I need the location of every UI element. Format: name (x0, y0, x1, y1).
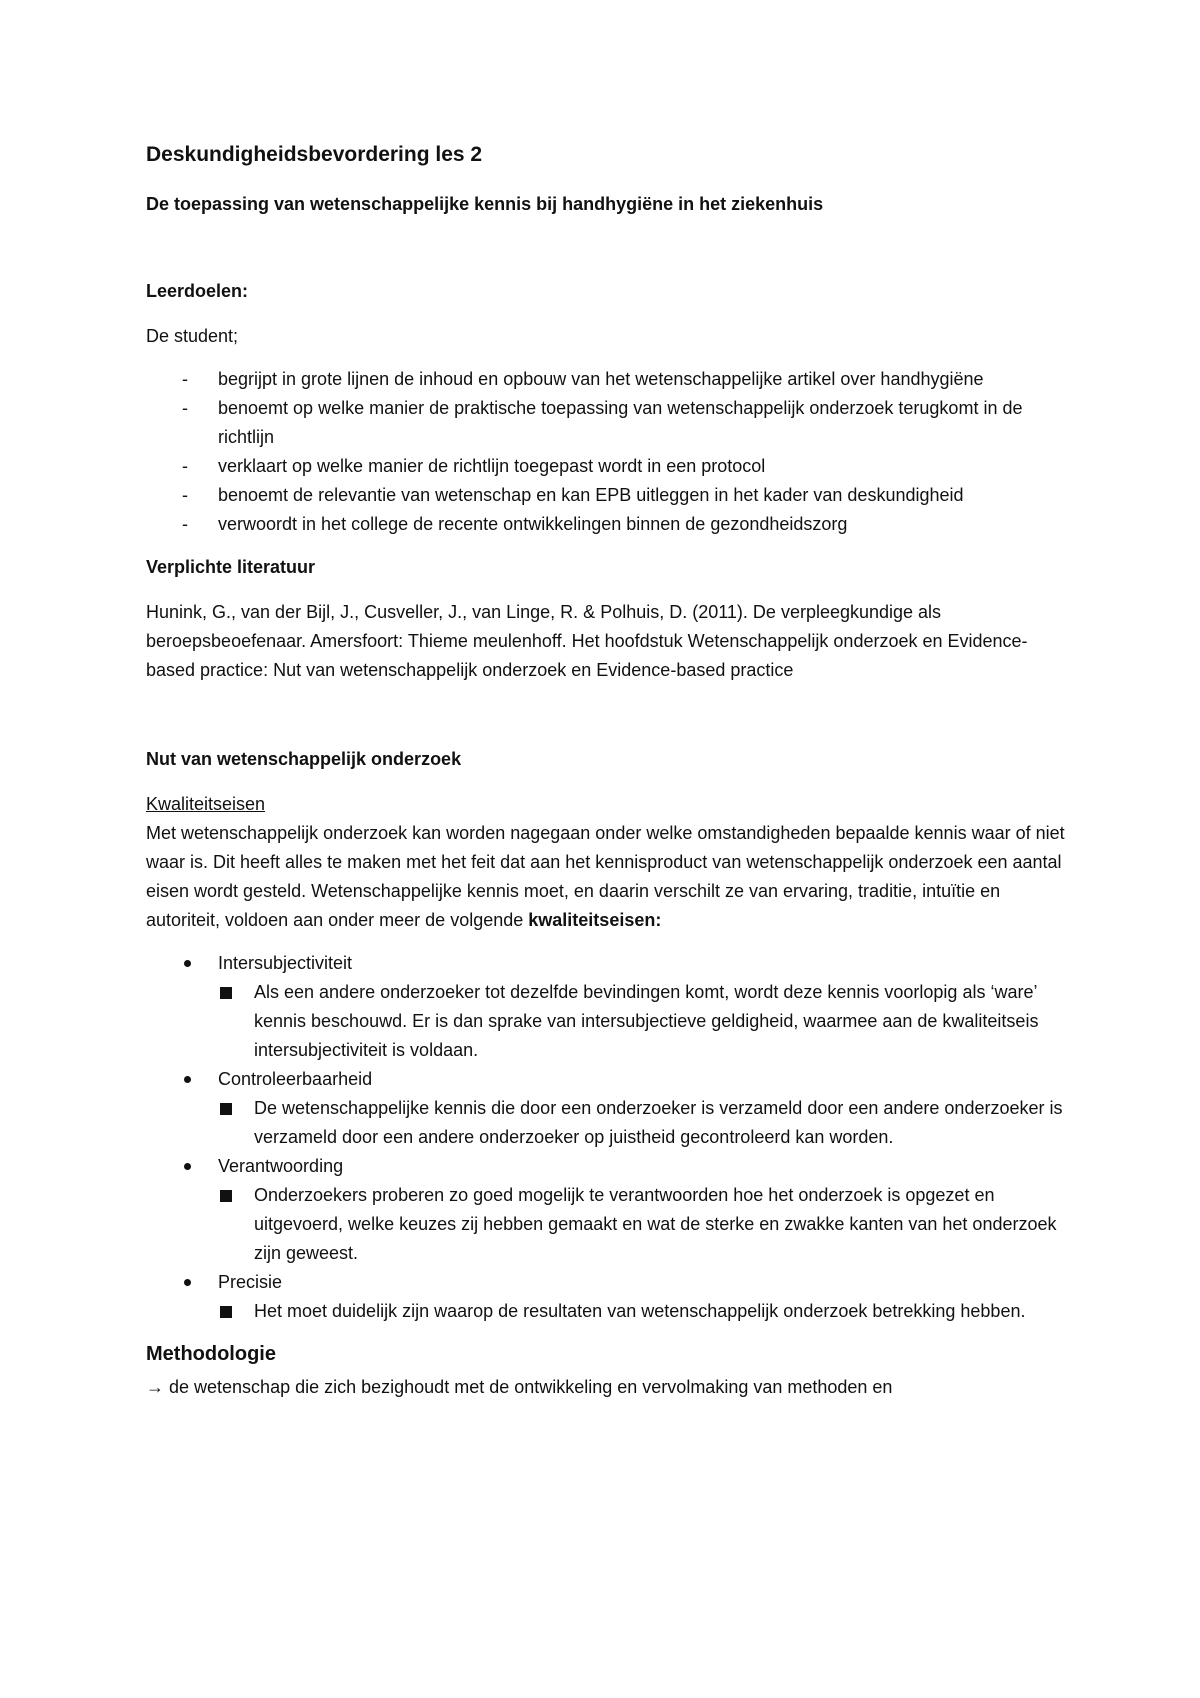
bullet-dot-icon (184, 1163, 191, 1170)
document-page (146, 140, 1066, 1416)
criterion-item (146, 949, 1066, 1065)
quality-requirements-subheading: Kwaliteitseisen (146, 794, 266, 814)
criterion-item (146, 1268, 1066, 1326)
square-bullet-icon (220, 1306, 232, 1318)
research-paragraph: Met wetenschappelijk onderzoek kan worden nagegaan onder welke omstandigheden bepaalde kennis waar of niet waar is. Dit heeft alles te maken met het feit dat aan het kennisproduct van wetenschappelijk onderzoek een aantal eisen wordt gesteld. Wetenschappelijke kennis moet, en daarin verschilt ze van ervaring, traditie, intuïtie en autoriteit, voldoen aan onder meer de volgende kwaliteitseisen: (146, 823, 1065, 930)
criterion-item (146, 1152, 1066, 1268)
arrow-right-icon: → (146, 1377, 164, 1397)
literature-reference: Hunink, G., van der Bijl, J., Cusveller, J., van Linge, R. & Polhuis, D. (2011). De verpleegkundige als beroepsbeoefenaar. Amersfoort: Thieme meulenhoff. Het hoofdstuk Wetenschappelijk onderzoek en Evidence-based practice: Nut van wetenschappelijk onderzoek en Evidence-based practice (146, 602, 1028, 680)
list-item: - begrijpt in grote lijnen de inhoud en opbouw van het wetenschappelijke artikel over handhygiëne (146, 365, 1066, 394)
list-item: - verklaart op welke manier de richtlijn toegepast wordt in een protocol (146, 452, 1066, 481)
document-title: Deskundigheidsbevordering les 2 (146, 143, 483, 166)
bullet-dot-icon (184, 960, 191, 967)
criterion-name: Controleerbaarheid (218, 1069, 373, 1089)
criterion-detail: Als een andere onderzoeker tot dezelfde bevindingen komt, wordt deze kennis voorlopig als ‘ware’ kennis beschouwd. Er is dan sprake van intersubjectieve geldigheid, waarmee aan de kwaliteitseis intersubjectiviteit is voldaan. (218, 978, 1066, 1065)
bullet-dot-icon (184, 1279, 191, 1286)
criterion-name: Intersubjectiviteit (218, 953, 353, 973)
document-subtitle: De toepassing van wetenschappelijke kennis bij handhygiëne in het ziekenhuis (146, 194, 824, 214)
list-item: - verwoordt in het college de recente ontwikkelingen binnen de gezondheidszorg (146, 510, 1066, 539)
criterion-name: Verantwoording (218, 1156, 344, 1176)
square-bullet-icon (220, 1103, 232, 1115)
learning-goals-heading: Leerdoelen: (146, 281, 249, 301)
square-bullet-icon (220, 1190, 232, 1202)
methodology-text: → de wetenschap die zich bezighoudt met de ontwikkeling en vervolmaking van methoden en (146, 1377, 893, 1397)
criterion-detail: Onderzoekers proberen zo goed mogelijk te verantwoorden hoe het onderzoek is opgezet en uitgevoerd, welke keuzes zij hebben gemaakt en wat de sterke en zwakke kanten van het onderzoek zijn geweest. (218, 1181, 1066, 1268)
list-item: - benoemt op welke manier de praktische toepassing van wetenschappelijk onderzoek terugkomt in de richtlijn (146, 394, 1066, 452)
learning-goals-intro: De student; (146, 326, 239, 346)
square-bullet-icon (220, 987, 232, 999)
bullet-dot-icon (184, 1076, 191, 1083)
research-heading: Nut van wetenschappelijk onderzoek (146, 749, 462, 769)
dash-marker: - (182, 398, 188, 418)
literature-heading: Verplichte literatuur (146, 557, 316, 577)
dash-marker: - (182, 369, 188, 389)
dash-marker: - (182, 485, 188, 505)
criterion-item (146, 1065, 1066, 1152)
criteria-list (146, 949, 1066, 1326)
dash-marker: - (182, 456, 188, 476)
methodology-heading: Methodologie (146, 1343, 276, 1365)
learning-goals-list (146, 365, 1066, 539)
criterion-name: Precisie (218, 1272, 283, 1292)
criterion-detail: De wetenschappelijke kennis die door een onderzoeker is verzameld door een andere onderzoeker is verzameld door een andere onderzoeker op juistheid gecontroleerd kan worden. (218, 1094, 1066, 1152)
dash-marker: - (182, 514, 188, 534)
list-item: - benoemt de relevantie van wetenschap en kan EPB uitleggen in het kader van deskundigheid (146, 481, 1066, 510)
criterion-detail: Het moet duidelijk zijn waarop de resultaten van wetenschappelijk onderzoek betrekking hebben. (218, 1297, 1066, 1326)
